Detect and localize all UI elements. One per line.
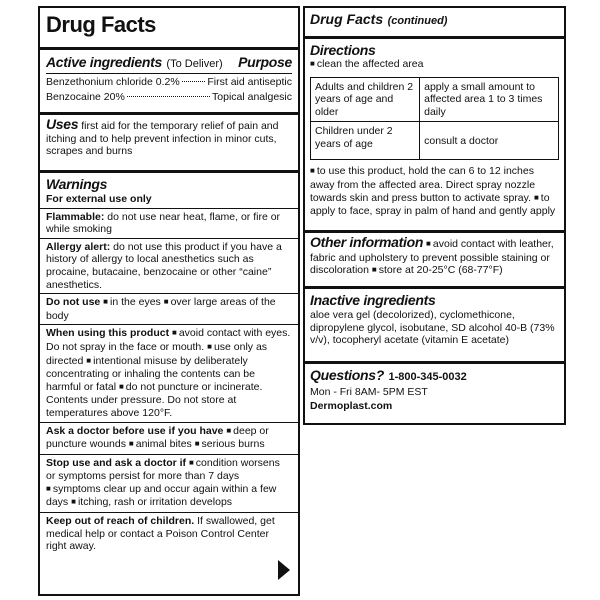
continued-label: (continued) — [387, 15, 448, 27]
spray-instruction: ■ to apply to face, spray in palm of hand and gently apply — [310, 192, 555, 218]
continued-arrow-icon — [278, 560, 290, 580]
ask-doctor-item: ■ deep or puncture wounds — [46, 425, 269, 451]
ingredient-purpose: First aid antiseptic — [207, 76, 292, 88]
keep-out-text: If swallowed, get medical help or contact a Poison Control Center right away. — [46, 515, 275, 553]
warnings-heading: Warnings — [46, 176, 108, 192]
allergy-alert — [40, 238, 298, 293]
ask-doctor-item: ■ serious burns — [195, 438, 265, 450]
active-ingredient-row — [46, 76, 292, 89]
inactive-ingredients-section — [305, 286, 564, 347]
other-information-item: ■ avoid contact with leather, fabric and upholstery to prevent possible staining or discoloration — [310, 238, 554, 276]
warnings-section — [40, 170, 298, 594]
allergy-text: do not use this product if you have a history of allergy to local anesthetics such as procaine, butacaine, benzocaine or other “caine” anesthetics. — [46, 240, 282, 291]
uses-heading: Uses — [46, 116, 79, 132]
active-ingredient-row — [46, 91, 292, 104]
questions-hours: Mon - Fri 8AM- 5PM EST — [310, 386, 428, 398]
ingredient-name: Benzocaine 20% — [46, 90, 125, 103]
other-information-heading: Other information — [310, 234, 424, 250]
do-not-use-item: ■ in the eyes — [103, 296, 161, 308]
when-using-label: When using this product — [46, 327, 170, 340]
questions-section — [305, 361, 564, 412]
flammable-text: do not use near heat, flame, or fire or while smoking — [46, 210, 281, 236]
when-using-item: ■ avoid contact with eyes. Do not spray in the face or mouth. — [46, 327, 290, 353]
do-not-use-item: ■ over large areas of the body — [46, 296, 276, 322]
active-ingredients-section — [40, 47, 298, 103]
directions-table — [310, 77, 559, 161]
uses-text: first aid for the temporary relief of pain and itching and to help prevent infection in minor cuts, scrapes and burns — [46, 120, 279, 158]
other-information-item: ■ store at 20-25°C (68-77°F) — [372, 264, 503, 276]
uses-section — [40, 112, 298, 158]
external-use-note: For external use only — [46, 193, 152, 205]
age-group-cell: Children under 2 years of age — [311, 122, 420, 160]
website-link: Dermoplast.com — [310, 399, 393, 412]
when-using-item: ■ use only as directed — [46, 341, 267, 367]
dosage-cell: apply a small amount to affected area 1 to 3 times daily — [420, 77, 559, 122]
drug-facts-title: Drug Facts — [46, 12, 156, 37]
directions-heading: Directions — [310, 42, 376, 58]
purpose-heading: Purpose — [238, 54, 292, 70]
keep-out-label: Keep out of reach of children. — [46, 515, 195, 528]
to-deliver-note: (To Deliver) — [166, 58, 223, 70]
stop-use-warning — [40, 454, 298, 512]
keep-out-of-reach — [40, 512, 298, 555]
do-not-use-warning — [40, 293, 298, 324]
other-information-section — [305, 230, 564, 278]
when-using-item: ■ intentional misuse by deliberately concentrating or inhaling the contents can be harmful or fatal — [46, 355, 255, 393]
drug-facts-panel-left — [38, 6, 300, 596]
drug-facts-panel-right — [303, 6, 566, 425]
allergy-label: Allergy alert: — [46, 240, 111, 253]
questions-heading: Questions? — [310, 367, 385, 383]
ask-doctor-warning — [40, 422, 298, 454]
do-not-use-label: Do not use — [46, 296, 101, 309]
ingredient-purpose: Topical analgesic — [212, 90, 292, 103]
active-ingredients-heading: Active ingredients — [46, 54, 162, 70]
stop-use-item: ■ itching, rash or irritation develops — [71, 496, 232, 508]
stop-use-item: ■ symptoms clear up and occur again within a few days — [46, 483, 276, 509]
when-using-item: ■ do not puncture or incinerate. Contents under pressure. Do not store at temperatures above 120°F. — [46, 381, 262, 419]
inactive-ingredients-heading: Inactive ingredients — [310, 292, 436, 308]
drug-facts-title-continued: Drug Facts — [310, 11, 384, 27]
directions-clean: ■ clean the affected area — [310, 58, 559, 72]
table-row — [311, 77, 559, 122]
dosage-cell: consult a doctor — [420, 122, 559, 160]
spray-instructions — [310, 165, 559, 217]
inactive-ingredients-text: aloe vera gel (decolorized), cyclomethicone, dipropylene glycol, isobutane, SD alcohol 40-B (73% v/v), tocopheryl acetate (vitamin E acetate) — [310, 309, 555, 347]
flammable-label: Flammable: — [46, 210, 105, 223]
flammable-warning — [40, 208, 298, 238]
ingredient-name: Benzethonium chloride 0.2% — [46, 76, 180, 88]
questions-phone: 1-800-345-0032 — [388, 371, 467, 383]
age-group-cell: Adults and children 2 years of age and older — [311, 77, 420, 122]
table-row — [311, 122, 559, 160]
drug-facts-continued-title — [310, 11, 447, 29]
ask-doctor-label: Ask a doctor before use if you have — [46, 424, 224, 437]
stop-use-label: Stop use and ask a doctor if — [46, 456, 187, 469]
directions-section — [305, 36, 564, 218]
stop-use-item: ■ condition worsens or symptoms persist for more than 7 days — [46, 457, 280, 483]
when-using-warning — [40, 324, 298, 421]
ask-doctor-item: ■ animal bites — [129, 438, 192, 450]
spray-instruction: ■ to use this product, hold the can 6 to 12 inches away from the affected area. Direct spray nozzle towards skin and press button to activate spray. — [310, 165, 535, 203]
